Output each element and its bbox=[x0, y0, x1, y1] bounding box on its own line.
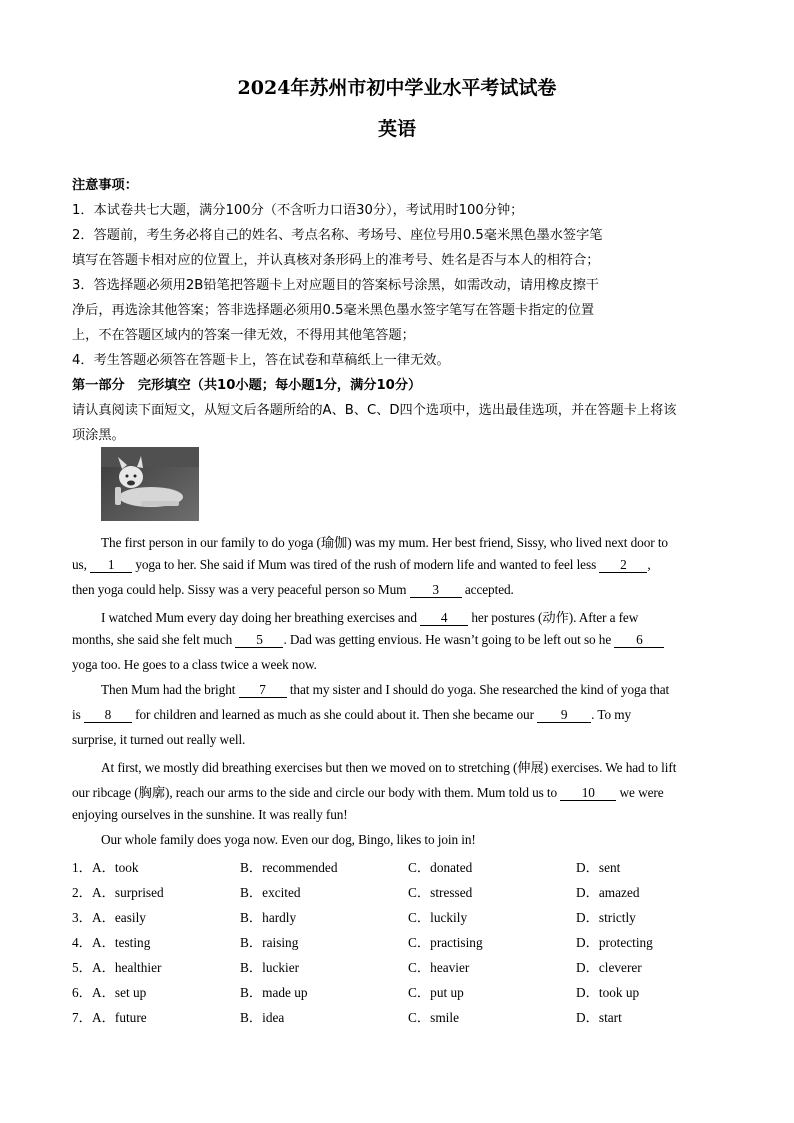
exam-title: 2024年苏州市初中学业水平考试试卷 bbox=[237, 77, 557, 99]
section-heading: 第一部分 完形填空（共10小题；每小题1分，满分10分） bbox=[72, 378, 422, 393]
option-d: D．protecting bbox=[576, 935, 653, 950]
option-b: B．luckier bbox=[240, 960, 300, 975]
passage-text: months, she said she felt much 5 . Dad was getting envious. He wasn’t going to be left out so he 6 bbox=[72, 632, 664, 648]
option-c: C．luckily bbox=[408, 910, 468, 925]
notice-line: 净后，再选涂其他答案；答非选择题必须用0.5毫米黑色墨水签字笔写在答题卡指定的位置 bbox=[72, 303, 595, 318]
blank-2: 2 bbox=[599, 558, 647, 573]
blank-7: 7 bbox=[239, 683, 287, 698]
option-c: C．heavier bbox=[408, 960, 470, 975]
blank-1: 1 bbox=[90, 558, 132, 573]
option-c: C．smile bbox=[408, 1010, 459, 1025]
question-number: 6． bbox=[72, 985, 92, 1000]
option-c: C．donated bbox=[408, 860, 473, 875]
option-d: D．took up bbox=[576, 985, 640, 1000]
option-a: A．easily bbox=[92, 910, 146, 925]
passage-text: Our whole family does yoga now. Even our dog, Bingo, likes to join in! bbox=[101, 832, 476, 847]
option-b: B．idea bbox=[240, 1010, 285, 1025]
dog-yoga-photo bbox=[101, 447, 199, 521]
passage-text: enjoying ourselves in the sunshine. It was really fun! bbox=[72, 807, 348, 822]
option-b: B．excited bbox=[240, 885, 301, 900]
blank-3: 3 bbox=[410, 583, 462, 598]
question-number: 1． bbox=[72, 860, 92, 875]
question-number: 5． bbox=[72, 960, 92, 975]
blank-9: 9 bbox=[537, 708, 591, 723]
question-number: 7． bbox=[72, 1010, 92, 1025]
subject-title: 英语 bbox=[377, 118, 416, 140]
passage-text: At first, we mostly did breathing exercises but then we moved on to stretching (伸展) exercises. We had to lift bbox=[101, 760, 677, 775]
passage-text: us, 1 yoga to her. She said if Mum was tired of the rush of modern life and wanted to feel less 2 , bbox=[72, 557, 651, 572]
passage-text: is 8 for children and learned as much as she could about it. Then she became our 9 . To my bbox=[72, 707, 632, 722]
option-c: C．stressed bbox=[408, 885, 473, 900]
option-a: A．surprised bbox=[92, 885, 164, 900]
option-d: D．strictly bbox=[576, 910, 636, 925]
option-c: C．practising bbox=[408, 935, 483, 950]
passage-text: The first person in our family to do yoga (瑜伽) was my mum. Her best friend, Sissy, who lived next door to bbox=[101, 535, 668, 550]
notice-line: 2．答题前，考生务必将自己的姓名、考点名称、考场号、座位号用0.5毫米黑色墨水签字笔 bbox=[72, 228, 603, 243]
option-a: A．testing bbox=[92, 935, 151, 950]
passage-text: our ribcage (胸廓), reach our arms to the side and circle our body with them. Mum told us to 10 we were bbox=[72, 785, 664, 800]
option-a: A．healthier bbox=[92, 960, 162, 975]
option-a: A．set up bbox=[92, 985, 147, 1000]
option-a: A．took bbox=[92, 860, 139, 875]
option-a: A．future bbox=[92, 1010, 147, 1025]
question-number: 4． bbox=[72, 935, 92, 950]
notice-line: 1．本试卷共七大题，满分100分（不含听力口语30分），考试用时100分钟； bbox=[72, 203, 524, 218]
blank-8: 8 bbox=[84, 708, 132, 723]
section-instructions: 项涂黑。 bbox=[72, 428, 125, 443]
question-number: 3． bbox=[72, 910, 92, 925]
passage-text: I watched Mum every day doing her breathing exercises and 4 her postures (动作). After a few bbox=[101, 610, 639, 625]
blank-10: 10 bbox=[560, 786, 616, 801]
passage-text: Then Mum had the bright 7 that my sister and I should do yoga. She researched the kind of yoga that bbox=[101, 682, 670, 697]
option-d: D．start bbox=[576, 1010, 622, 1025]
option-c: C．put up bbox=[408, 985, 464, 1000]
notice-line: 4．考生答题必须答在答题卡上，答在试卷和草稿纸上一律无效。 bbox=[72, 353, 450, 368]
option-b: B．recommended bbox=[240, 860, 338, 875]
blank-4: 4 bbox=[420, 611, 468, 626]
option-d: D．cleverer bbox=[576, 960, 642, 975]
notice-line: 填写在答题卡相对应的位置上，并认真核对条形码上的准考号、姓名是否与本人的相符合； bbox=[72, 253, 600, 268]
passage-text: then yoga could help. Sissy was a very peaceful person so Mum 3 accepted. bbox=[72, 582, 514, 597]
option-d: D．amazed bbox=[576, 885, 640, 900]
blank-6: 6 bbox=[614, 633, 664, 648]
option-b: B．raising bbox=[240, 935, 299, 950]
passage-text: surprise, it turned out really well. bbox=[72, 732, 246, 747]
notice-line: 上，不在答题区域内的答案一律无效，不得用其他笔答题； bbox=[72, 328, 415, 343]
section-instructions: 请认真阅读下面短文，从短文后各题所给的A、B、C、D四个选项中，选出最佳选项，并在答题卡上将该 bbox=[72, 403, 677, 418]
blank-5: 5 bbox=[235, 633, 283, 648]
option-b: B．hardly bbox=[240, 910, 297, 925]
option-d: D．sent bbox=[576, 860, 621, 875]
passage-text: yoga too. He goes to a class twice a week now. bbox=[72, 657, 317, 672]
notice-heading: 注意事项： bbox=[72, 178, 138, 193]
question-number: 2． bbox=[72, 885, 92, 900]
notice-line: 3．答选择题必须用2B铅笔把答题卡上对应题目的答案标号涂黑，如需改动，请用橡皮擦干 bbox=[72, 278, 599, 293]
option-b: B．made up bbox=[240, 985, 308, 1000]
